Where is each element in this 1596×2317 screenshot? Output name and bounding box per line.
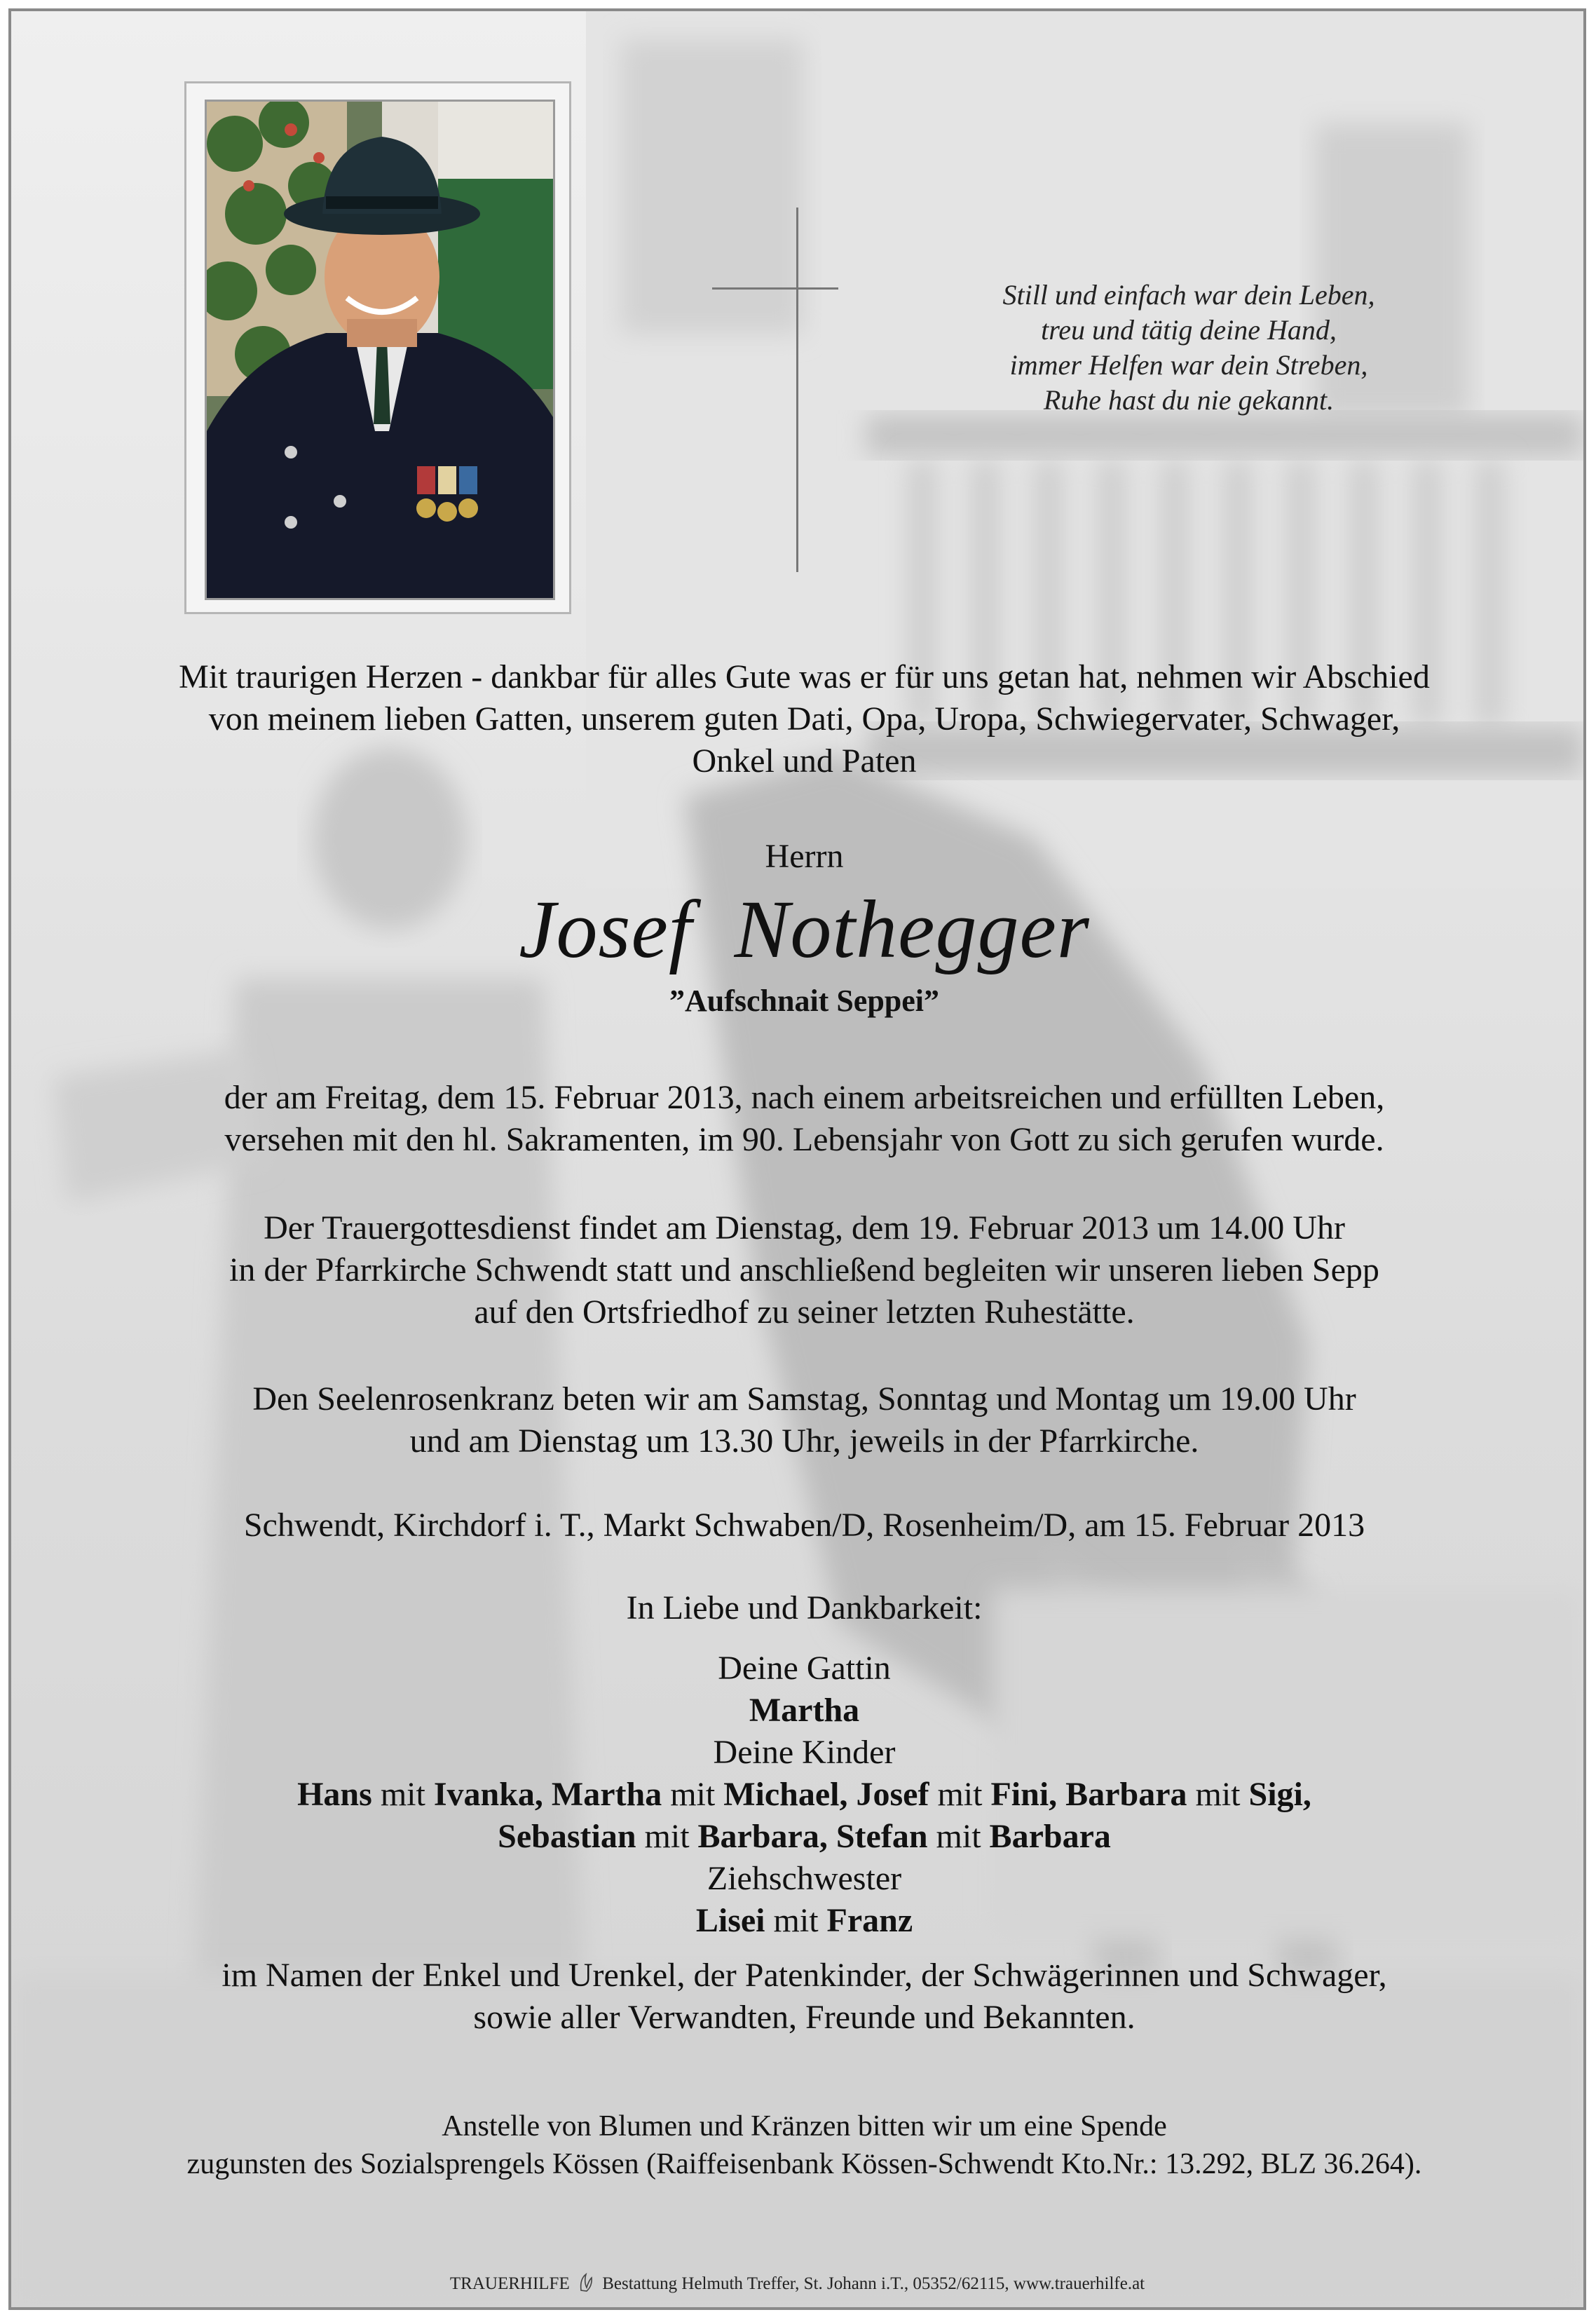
portrait-photo [205, 100, 555, 600]
child-name: Stefan [827, 1818, 928, 1855]
funeral-line: in der Pfarrkirche Schwendt statt und anschließend begleiten wir unseren lieben Sepp [229, 1251, 1379, 1289]
cross-symbol [712, 208, 838, 572]
relatives-paragraph [53, 1955, 1555, 2039]
poem-line: Ruhe hast du nie gekannt. [1043, 384, 1335, 416]
relatives-line: im Namen der Enkel und Urenkel, der Patenkinder, der Schwägerinnen und Schwager, [221, 1957, 1387, 1994]
death-notice-line: der am Freitag, dem 15. Februar 2013, nach einem arbeitsreichen und erfüllten Leben, [224, 1079, 1385, 1116]
partner-name: Barbara, [697, 1818, 828, 1855]
funeral-line: Der Trauergottesdienst findet am Dienstag, dem 19. Februar 2013 um 14.00 Uhr [264, 1209, 1345, 1246]
children-label: Deine Kinder [713, 1734, 896, 1771]
poem [915, 278, 1462, 418]
rosary-info [53, 1378, 1555, 1462]
poem-line: treu und tätig deine Hand, [1041, 314, 1337, 346]
footer-text: Bestattung Helmuth Treffer, St. Johann i.T., 05352/62115, www.trauerhilfe.at [602, 2274, 1145, 2293]
trauerhilfe-logo-icon [578, 2272, 594, 2293]
with-text: mit [929, 1776, 991, 1813]
foster-partner-name: Franz [826, 1902, 913, 1939]
partner-name: Ivanka, [433, 1776, 543, 1813]
with-text: mit [1187, 1776, 1249, 1813]
foster-line [53, 1900, 1555, 1942]
rosary-line: Den Seelenrosenkranz beten wir am Samstag, Sonntag und Montag um 19.00 Uhr [252, 1380, 1356, 1418]
death-notice-line: versehen mit den hl. Sakramenten, im 90. Lebensjahr von Gott zu sich gerufen wurde. [224, 1121, 1384, 1158]
child-name: Barbara [1057, 1776, 1187, 1813]
partner-name: Fini, [990, 1776, 1058, 1813]
child-name: Hans [297, 1776, 372, 1813]
footer-brand: TRAUERHILFE [449, 2274, 570, 2293]
intro-line: Mit traurigen Herzen - dankbar für alles Gute was er für uns getan hat, nehmen wir Abschied [179, 658, 1430, 695]
partner-name: Barbara [989, 1818, 1111, 1855]
with-text: mit [927, 1818, 990, 1855]
children-line [53, 1774, 1555, 1816]
children-line [53, 1816, 1555, 1858]
partner-name: Michael, [723, 1776, 848, 1813]
donation-note [53, 2107, 1555, 2183]
spouse-name: Martha [749, 1692, 860, 1729]
place-date: Schwendt, Kirchdorf i. T., Markt Schwaben/D, Rosenheim/D, am 15. Februar 2013 [243, 1507, 1365, 1544]
family-list [53, 1647, 1555, 1942]
with-text: mit [662, 1776, 724, 1813]
poem-line: immer Helfen war dein Streben, [1009, 349, 1368, 381]
spouse-label: Deine Gattin [718, 1650, 891, 1687]
child-name: Josef [847, 1776, 929, 1813]
with-text: mit [765, 1902, 827, 1939]
closing-line: In Liebe und Dankbarkeit: [626, 1589, 983, 1626]
relatives-line: sowie aller Verwandten, Freunde und Bekannten. [473, 1999, 1135, 2036]
child-name: Martha [543, 1776, 662, 1813]
obituary-page [8, 8, 1586, 2310]
last-name: Nothegger [734, 883, 1090, 975]
child-name: Sebastian [498, 1818, 636, 1855]
deceased-name [53, 881, 1555, 979]
portrait-frame [184, 81, 571, 614]
intro-line: Onkel und Paten [692, 742, 917, 780]
with-text: mit [371, 1776, 434, 1813]
footer [11, 2272, 1583, 2295]
donation-line: zugunsten des Sozialsprengels Kössen (Raiffeisenbank Kössen-Schwendt Kto.Nr.: 13.292, BLZ 36.264). [186, 2148, 1422, 2180]
partner-name: Sigi, [1248, 1776, 1311, 1813]
salutation: Herrn [765, 838, 844, 875]
rosary-line: und am Dienstag um 13.30 Uhr, jeweils in der Pfarrkirche. [409, 1422, 1199, 1460]
first-name: Josef [519, 883, 693, 975]
with-text: mit [636, 1818, 698, 1855]
donation-line: Anstelle von Blumen und Kränzen bitten wir um eine Spende [442, 2110, 1167, 2142]
intro-paragraph [53, 656, 1555, 782]
death-notice [53, 1077, 1555, 1161]
poem-line: Still und einfach war dein Leben, [1002, 279, 1375, 311]
funeral-line: auf den Ortsfriedhof zu seiner letzten Ruhestätte. [474, 1293, 1135, 1331]
funeral-info [53, 1207, 1555, 1333]
foster-label: Ziehschwester [707, 1860, 902, 1897]
intro-line: von meinem lieben Gatten, unserem guten Dati, Opa, Uropa, Schwiegervater, Schwager, [208, 700, 1400, 738]
nickname: ”Aufschnait Seppei” [669, 984, 940, 1018]
foster-name: Lisei [695, 1902, 765, 1939]
